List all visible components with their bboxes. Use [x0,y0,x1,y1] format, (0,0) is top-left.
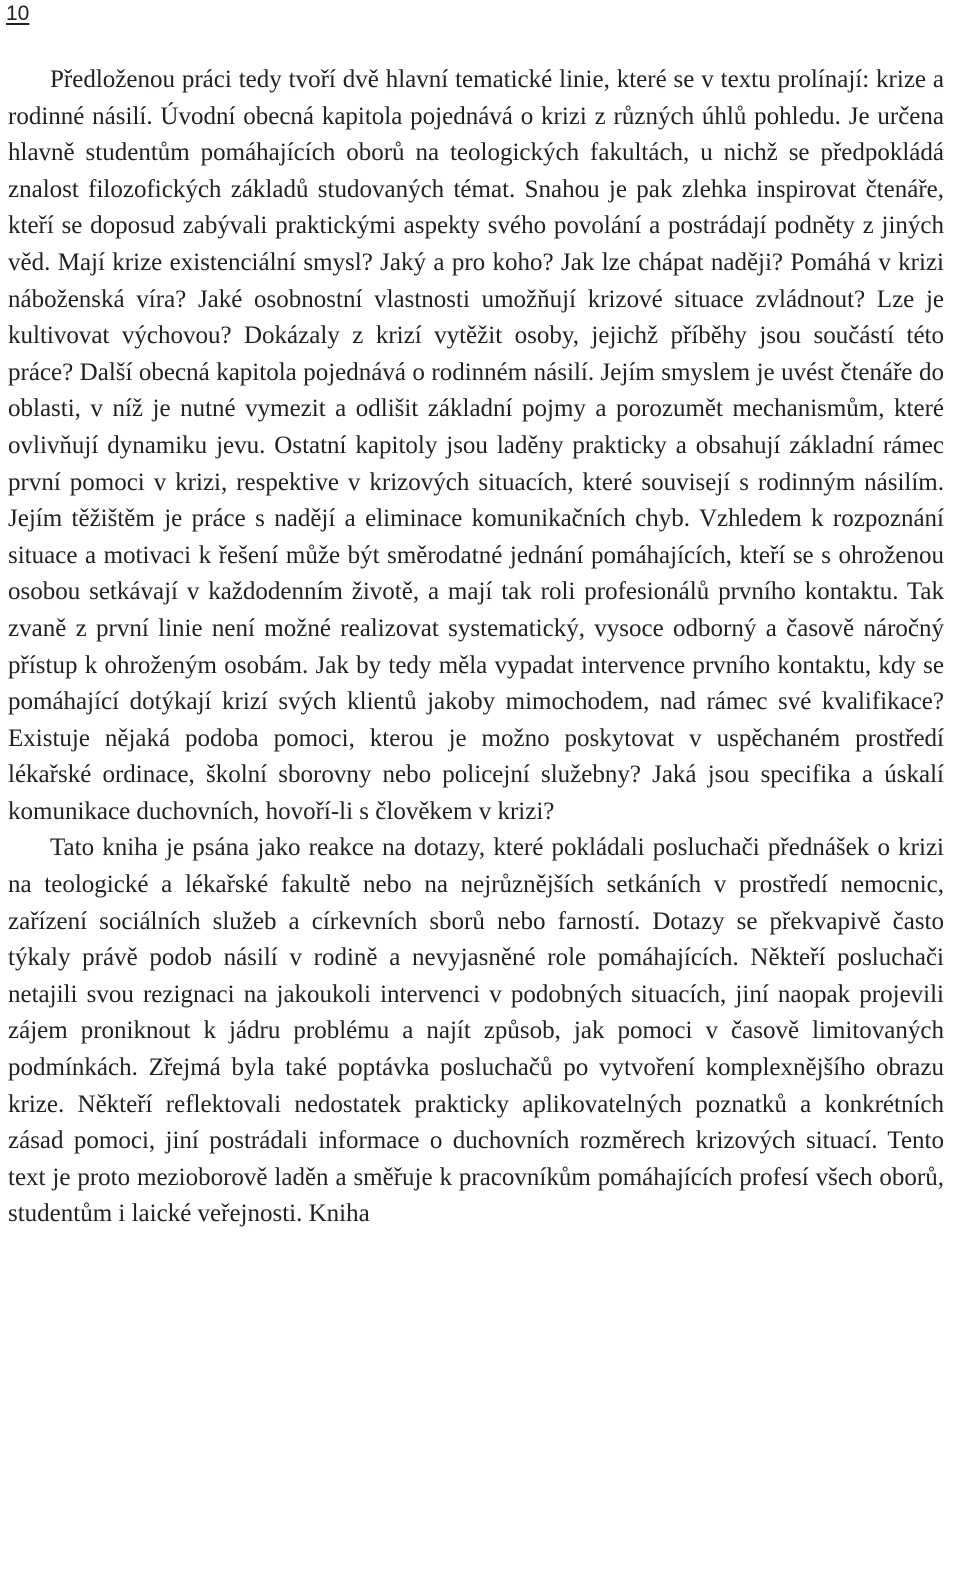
paragraph-intro: Předloženou práci tedy tvoří dvě hlavní tematické linie, které se v textu prolínají: krize a rodinné násilí. Úvodní obecná kapitola pojednává o krizi z různých úhlů pohledu. Je určena hlavně studentům pomáhajících oborů na teologických fakultách, u nichž se předpokládá znalost filozofických základů studovaných témat. Snahou je pak zlehka inspirovat čtenáře, kteří se doposud zabývali praktickými aspekty svého povolání a postrádají podněty z jiných věd. Mají krize existenciální smysl? Jaký a pro koho? Jak lze chápat naději? Pomáhá v krizi náboženská víra? Jaké osobnostní vlastnosti umožňují krizové situace zvládnout? Lze je kultivovat výchovou? Dokázaly z krizí vytěžit osoby, jejichž příběhy jsou součástí této práce? Další obecná kapitola pojednává o rodinném násilí. Jejím smyslem je uvést čtenáře do oblasti, v níž je nutné vymezit a odlišit základní pojmy a porozumět mechanismům, které ovlivňují dynamiku jevu. Ostatní kapitoly jsou laděny prakticky a obsahují základní rámec první pomoci v krizi, respektive v krizových situacích, které souvisejí s rodinným násilím. Jejím těžištěm je práce s nadějí a eliminace komunikačních chyb. Vzhledem k rozpoznání situace a motivaci k řešení může být směrodatné jednání pomáhajících, kteří se s ohroženou osobou setkávají v každodenním životě, a mají tak roli profesionálů prvního kontaktu. Tak zvaně z první linie není možné realizovat systematický, vysoce odborný a časově náročný přístup k ohroženým osobám. Jak by tedy měla vypadat intervence prvního kontaktu, kdy se pomáhající dotýkají krizí svých klientů jakoby mimochodem, nad rámec své kvalifikace? Existuje nějaká podoba pomoci, kterou je možno poskytovat v uspěchaném prostředí lékařské ordinace, školní sborovny nebo policejní služebny? Jaká jsou specifika a úskalí komunikace duchovních, hovoří-li s člověkem v krizi? [8,66,944,825]
paragraph-book-purpose: Tato kniha je psána jako reakce na dotazy, které pokládali posluchači přednášek o krizi na teologické a lékařské fakultě nebo na nejrůznějších setkáních v prostředí nemocnic, zařízení sociálních služeb a církevních sborů nebo farností. Dotazy se překvapivě často týkaly právě podob násilí v rodině a nevyjasněné role pomáhajících. Někteří posluchači netajili svou rezignaci na jakoukoli intervenci v podobných situacích, jiní naopak projevili zájem proniknout k jádru problému a najít způsob, jak pomoci v časově limitovaných podmínkách. Zřejmá byla také poptávka posluchačů po vytvoření komplexnějšího obrazu krize. Někteří reflektovali nedostatek prakticky aplikovatelných poznatků a konkrétních zásad pomoci, jiní postrádali informace o duchovních rozměrech krizových situací. Tento text je proto mezioborově laděn a směřuje k pracovníkům pomáhajících profesí všech oborů, studentům i laické veřejnosti. Kniha [8,834,944,1228]
page-number: 10 [6,2,30,25]
body-text [8,62,944,1233]
